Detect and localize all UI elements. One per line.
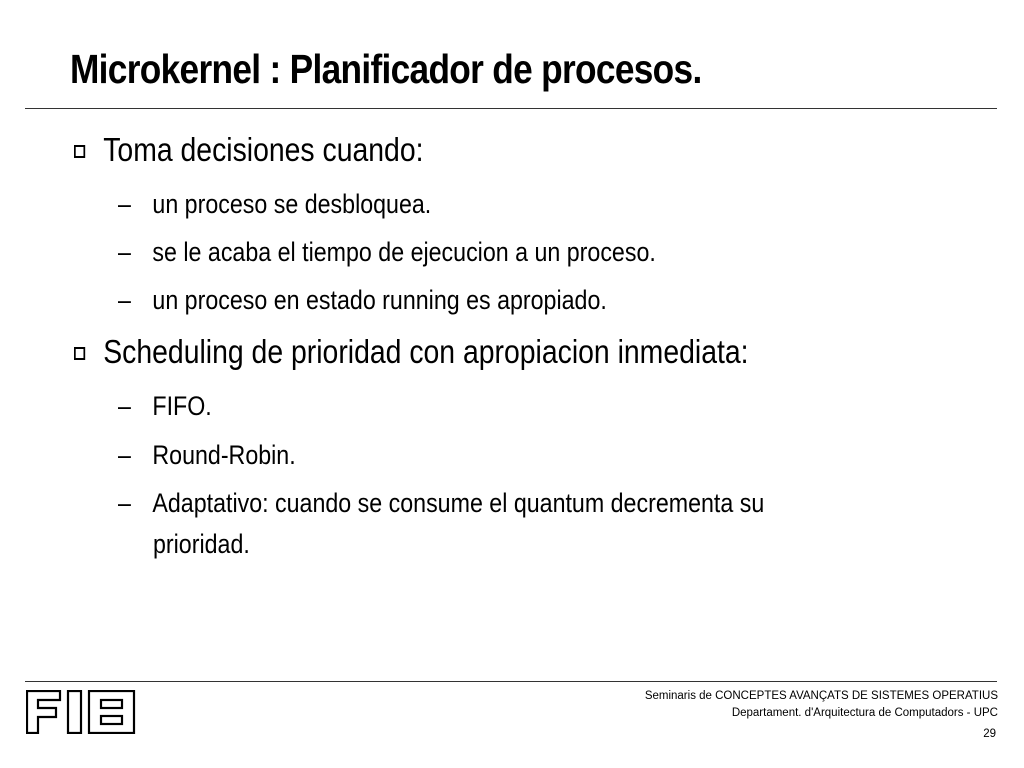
square-bullet-icon	[74, 347, 85, 360]
dash-icon: –	[118, 189, 131, 219]
sub-bullet-item	[118, 391, 212, 422]
bullet-text: Toma decisiones cuando:	[103, 131, 424, 168]
sub-bullet-item	[118, 440, 296, 471]
dash-icon: –	[118, 285, 131, 315]
sub-bullet-text: FIFO.	[152, 391, 212, 421]
bullet-text: Scheduling de prioridad con apropiacion inmediata:	[103, 333, 749, 370]
sub-bullet-text: se le acaba el tiempo de ejecucion a un proceso.	[152, 237, 656, 267]
footer-department-line: Departament. d'Arquitectura de Computadors - UPC	[731, 707, 998, 719]
dash-icon: –	[118, 391, 131, 421]
footer-text	[645, 688, 998, 722]
sub-bullet-continuation: prioridad.	[153, 529, 250, 559]
footer-seminar-line: Seminaris de CONCEPTES AVANÇATS DE SISTEMES OPERATIUS	[644, 690, 998, 702]
bullet-item	[74, 131, 424, 169]
sub-bullet-item	[118, 285, 607, 316]
page-number: 29	[983, 728, 996, 740]
square-bullet-icon	[74, 145, 85, 158]
bullet-item	[74, 333, 749, 371]
sub-bullet-text: Adaptativo: cuando se consume el quantum decrementa su	[152, 488, 765, 518]
dash-icon: –	[118, 237, 131, 267]
sub-bullet-item	[118, 488, 764, 519]
dash-icon: –	[118, 488, 131, 518]
sub-bullet-text: Round-Robin.	[152, 440, 296, 470]
sub-bullet-item	[118, 237, 656, 268]
sub-bullet-text: un proceso se desbloquea.	[152, 189, 432, 219]
fib-logo	[26, 690, 138, 734]
sub-bullet-item	[118, 189, 431, 220]
slide-title: Microkernel : Planificador de procesos.	[70, 46, 702, 92]
sub-bullet-text: un proceso en estado running es apropiado.	[152, 285, 607, 315]
footer-divider	[25, 681, 997, 682]
dash-icon: –	[118, 440, 131, 470]
